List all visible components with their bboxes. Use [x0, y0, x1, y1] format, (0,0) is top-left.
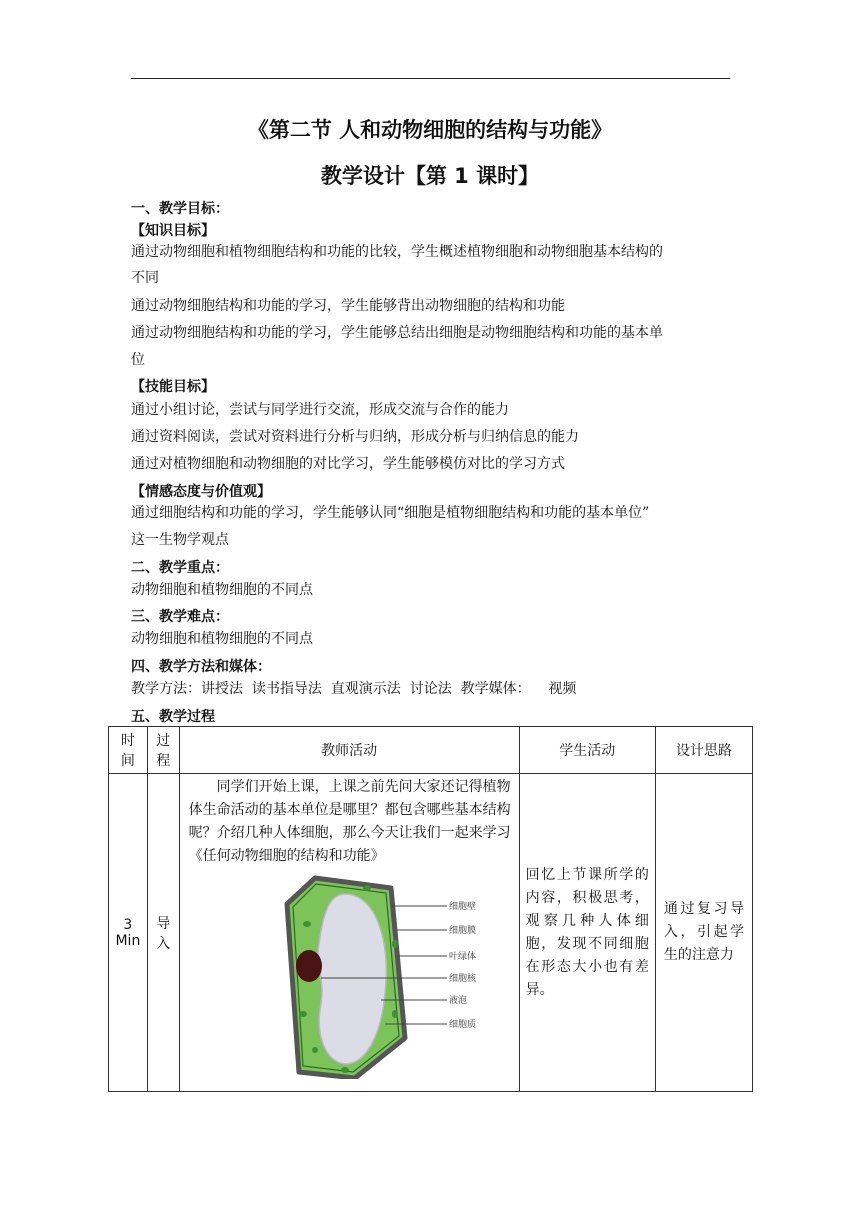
table-row	[109, 774, 753, 1092]
knowledge-heading: 【知识目标】	[131, 223, 215, 239]
row-process-line2: 入	[156, 935, 171, 952]
header-process	[147, 727, 179, 774]
header-teacher-activity: 教师活动	[179, 727, 519, 774]
table-header-row	[109, 727, 753, 774]
section-4-text: 教学方法：讲授法 读书指导法 直观演示法 讨论法 教学媒体： 视频	[131, 681, 577, 697]
teacher-activity-text: 同学们开始上课，上课之前先问大家还记得植物体生命活动的基本单位是哪里？都包含哪些基本结构呢？介绍几种人体细胞，那么今天让我们一起来学习《任何动物细胞的结构和功能》	[188, 779, 511, 864]
row-process	[147, 774, 179, 1092]
skill-item-2: 通过资料阅读，尝试对资料进行分析与归纳，形成分析与归纳信息的能力	[131, 429, 579, 445]
document-subtitle: 教学设计【第 1 课时】	[320, 164, 540, 188]
label-cytoplasm: 细胞质	[448, 1020, 476, 1030]
section-2-heading: 二、教学重点：	[131, 560, 229, 576]
row-teacher-activity	[179, 774, 519, 1092]
skill-item-1: 通过小组讨论，尝试与同学进行交流，形成交流与合作的能力	[131, 402, 509, 418]
diagram-labels	[449, 900, 477, 1030]
section-1-heading: 一、教学目标：	[131, 201, 229, 217]
label-cell-wall: 细胞壁	[448, 902, 476, 912]
label-chloroplast: 叶绿体	[448, 952, 476, 962]
section-2-text: 动物细胞和植物细胞的不同点	[131, 582, 313, 598]
plant-cell-diagram	[195, 874, 495, 1079]
row-student-activity: 回忆上节课所学的内容，积极思考，观察几种人体细胞，发现不同细胞在形态大小也有差异。	[519, 774, 655, 1092]
chloroplast-shape	[363, 885, 371, 891]
row-time	[109, 774, 148, 1092]
header-time	[109, 727, 148, 774]
knowledge-item-2: 通过动物细胞结构和功能的学习，学生能够背出动物细胞的结构和功能	[131, 298, 565, 314]
document-title: 《第二节 人和动物细胞的结构与功能》	[247, 118, 613, 142]
knowledge-item-1b: 不同	[131, 270, 159, 286]
header-design-idea: 设计思路	[655, 727, 752, 774]
header-student-activity: 学生活动	[519, 727, 655, 774]
row-process-line1: 导	[156, 915, 171, 932]
label-nucleus: 细胞核	[448, 974, 476, 984]
knowledge-item-3b: 位	[131, 352, 145, 368]
label-cell-membrane: 细胞膜	[448, 926, 476, 936]
section-5-heading: 五、教学过程	[131, 709, 215, 725]
header-time-line2: 间	[120, 753, 135, 769]
nucleus-shape	[296, 950, 322, 982]
emotion-heading: 【情感态度与价值观】	[131, 484, 271, 500]
emotion-item-1a: 通过细胞结构和功能的学习，学生能够认同“细胞是植物细胞结构和功能的基本单位”	[131, 505, 650, 521]
knowledge-item-3a: 通过动物细胞结构和功能的学习，学生能够总结出细胞是动物细胞结构和功能的基本单	[131, 325, 663, 341]
skill-heading: 【技能目标】	[131, 379, 215, 395]
emotion-item-1b: 这一生物学观点	[131, 532, 229, 548]
chloroplast-shape	[341, 1067, 349, 1073]
chloroplast-shape	[299, 1011, 307, 1017]
chloroplast-shape	[312, 1047, 318, 1053]
skill-item-3: 通过对植物细胞和动物细胞的对比学习，学生能够模仿对比的学习方式	[131, 456, 565, 472]
section-3-heading: 三、教学难点：	[131, 609, 229, 625]
row-time-unit: Min	[115, 932, 141, 949]
knowledge-item-1a: 通过动物细胞和植物细胞结构和功能的比较，学生概述植物细胞和动物细胞基本结构的	[131, 244, 663, 260]
header-process-line1: 过	[156, 733, 171, 749]
chloroplast-shape	[392, 1010, 398, 1018]
header-process-line2: 程	[156, 753, 171, 769]
row-design-idea: 通过复习导入，引起学生的注意力	[655, 774, 752, 1092]
chloroplast-shape	[392, 940, 398, 948]
chloroplast-shape	[303, 921, 311, 927]
section-3-text: 动物细胞和植物细胞的不同点	[131, 631, 313, 647]
label-vacuole: 液泡	[448, 996, 467, 1006]
section-4-heading: 四、教学方法和媒体：	[131, 659, 271, 675]
header-rule	[131, 78, 730, 79]
teaching-process-table	[108, 726, 753, 1092]
header-time-line1: 时	[120, 733, 135, 749]
row-time-value: 3	[123, 916, 133, 933]
